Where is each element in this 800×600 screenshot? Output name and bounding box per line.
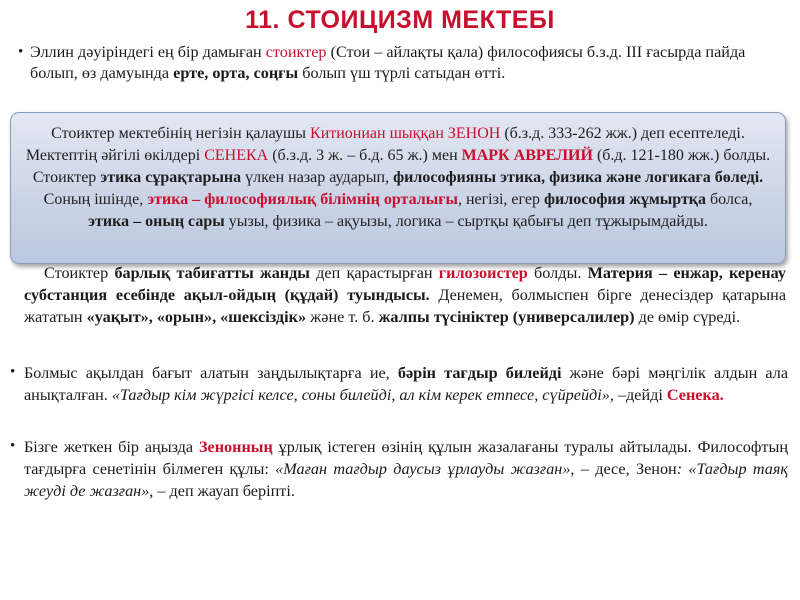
founders-callout: Стоиктер мектебінің негізін қалаушы Китиониан шыққан ЗЕНОН (б.з.д. 333-262 жж.) деп есептеледі. Мектептің әйгілі өкілдері СЕНЕКА (б.з.д. 3 ж. – б.д. 65 ж.) мен МАРК АВРЕЛИЙ (б.д. 121-180 жж.) болды. Стоиктер этика сұрақтарына үлкен назар аударып, философияны этика, физика және логикаға бөледі. Соның ішінде, этика – философиялық білімнің орталығы, негізі, егер философия жұмыртқа болса, этика – оның сары уызы, физика – ақуызы, логика – сыртқы қабығы деп тұжырымдайды. bbox=[10, 112, 786, 264]
bullet-icon: • bbox=[10, 438, 16, 454]
slave-quote: «Маған тағдыр даусыз ұрлауды жазған», bbox=[275, 460, 575, 478]
zenon-text: Бізге жеткен бір аңызда Зенонның ұрлық істеген өзінің құлын жазалағаны туралы айтылады. Философтың тағдырға сенетінін білмеген құлы: «Маған тағдыр даусыз ұрлауды жазған», – десе, Зенон: «Тағдыр таяқ жеуді де жазған», – деп жауап беріпті. bbox=[24, 438, 788, 500]
intro-paragraph bbox=[18, 42, 788, 84]
bullet-icon: • bbox=[10, 364, 16, 380]
intro-text: Эллин дәуіріндегі ең бір дамыған стоиктер (Стои – айлақты қала) философиясы б.з.д. III ғасырда пайда болып, өз дамуында ерте, орта, соңғы болып үш түрлі сатыдан өтті. bbox=[30, 43, 746, 82]
zenon-name: Китиониан шыққан ЗЕНОН bbox=[310, 125, 501, 142]
fate-text: Болмыс ақылдан бағыт алатын заңдылықтарға ие, бәрін тағдыр билейді және бәрі мәңгілік алдын ала анықталған. «Тағдыр кім жүргісі келсе, соны билейді, ал кім керек етпесе, сүйрейді», –дейді Сенека. bbox=[24, 364, 788, 404]
bullet-icon: • bbox=[18, 44, 24, 60]
stoics-term: стоиктер bbox=[265, 43, 327, 61]
philosophy-division: философияны этика, физика және логикаға бөледі. bbox=[393, 169, 764, 186]
matter-paragraph: Стоиктер барлық табиғатты жанды деп қарастырған гилозоистер болды. Материя – енжар, керенау субстанция есебінде ақыл-ойдың (құдай) туындысы. Денемен, болмыспен бірге денесіздер қатарына жататын «уақыт», «орын», «шексіздік» және т. б. жалпы түсініктер (универсалилер) де өмір сүреді. bbox=[24, 264, 786, 326]
zenon-paragraph bbox=[10, 436, 788, 502]
marcus-aurelius-name: МАРК АВРЕЛИЙ bbox=[461, 147, 593, 164]
egg-metaphor: философия жұмыртқа bbox=[543, 191, 707, 208]
stages-term: ерте, орта, соңғы bbox=[173, 64, 299, 82]
seneca-quote: «Тағдыр кім жүргісі келсе, соны билейді, ал кім керек етпесе, сүйрейді», bbox=[111, 386, 614, 404]
ethics-center: этика – философиялық білімнің орталығы bbox=[147, 191, 458, 208]
fate-paragraph bbox=[10, 362, 788, 406]
slide-title: 11. СТОИЦИЗМ МЕКТЕБІ bbox=[245, 6, 555, 34]
ethics-term: этика сұрақтарына bbox=[100, 169, 242, 186]
hylozoists-term: гилозоистер bbox=[438, 264, 528, 282]
zenon-quote: : «Тағдыр таяқ жеуді де жазған», bbox=[24, 460, 788, 500]
seneca-name: СЕНЕКА bbox=[204, 147, 269, 164]
yolk-metaphor: этика – оның сары bbox=[88, 213, 225, 230]
